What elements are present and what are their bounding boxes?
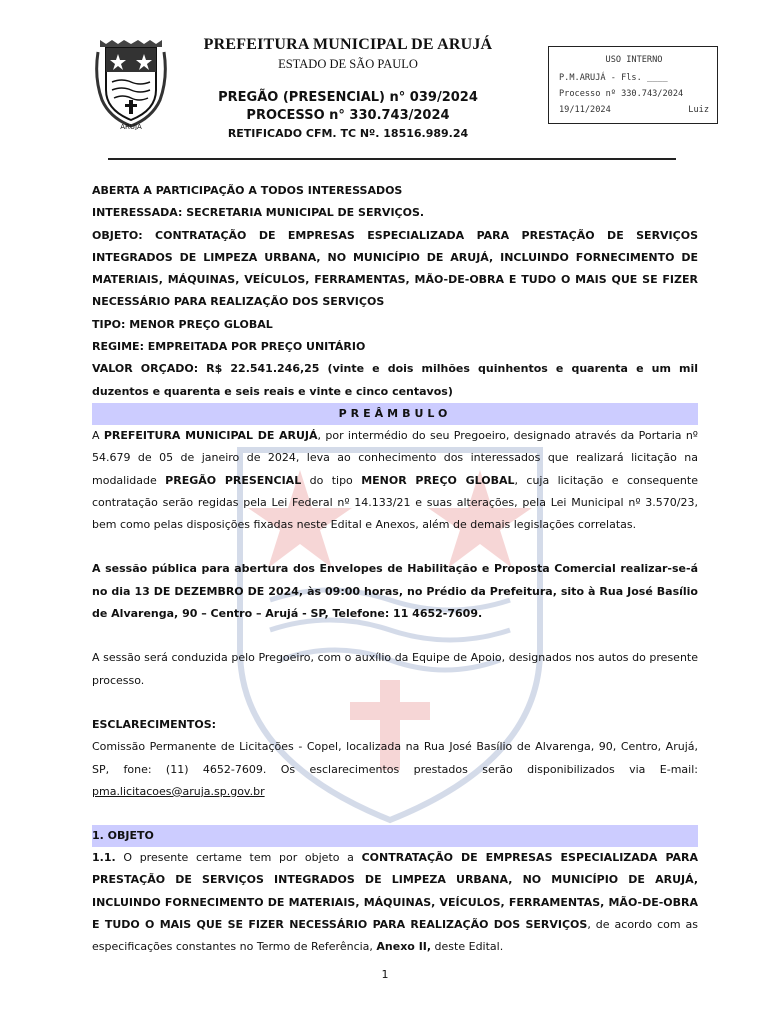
retificado-line: RETIFICADO CFM. TC Nº. 18516.989.24	[227, 127, 469, 140]
esclarecimentos-paragraph: Comissão Permanente de Licitações - Copel, localizada na Rua José Basílio de Alvarenga, 90, Centro, Arujá, SP, fone: (11) 4652-7609. Os esclarecimentos prestados serão disponibilizados via E-mail: pma.licitacoes@aruja.sp.gov.br	[92, 740, 698, 798]
stamp-user: Luiz	[688, 105, 709, 115]
regime-line: REGIME: EMPREITADA POR PREÇO UNITÁRIO	[92, 340, 366, 354]
aberta-line: ABERTA A PARTICIPAÇÃO A TODOS INTERESSADOS	[92, 184, 403, 197]
document-body	[92, 180, 698, 959]
processo-number: PROCESSO n° 330.743/2024	[246, 108, 450, 123]
page-number: 1	[381, 968, 389, 981]
preambulo-paragraph: A PREFEITURA MUNICIPAL DE ARUJÁ, por intermédio do seu Pregoeiro, designado através da Portaria nº 54.679 de 05 de janeiro de 2024, leva ao conhecimento dos interessados que realizará licitação na modalidade PREGÃO PRESENCIAL do tipo MENOR PREÇO GLOBAL, cuja licitação e consequente contratação serão regidas pela Lei Federal nº 14.133/21 e suas alterações, pela Lei Municipal nº 3.570/23, bem como pelas disposições fixadas neste Edital e Anexos, além de demais legislações correlatas.	[92, 428, 698, 532]
pregao-title	[150, 89, 546, 125]
objeto-section-paragraph: 1.1. O presente certame tem por objeto a CONTRATAÇÃO DE EMPRESAS ESPECIALIZADA PARA PRESTAÇÃO DE SERVIÇOS INTEGRADOS DE LIMPEZA URBANA, NO MUNICÍPIO DE ARUJÁ, INCLUINDO FORNECIMENTO DE MATERIAIS, MÁQUINAS, VEÍCULOS, FERRAMENTAS, MÃO-DE-OBRA E TUDO O MAIS QUE SE FIZER NECESSÁRIO PARA REALIZAÇÃO DOS SERVIÇOS, de acordo com as especificações constantes no Termo de Referência, Anexo II, deste Edital.	[92, 851, 699, 954]
stamp-date-row	[559, 105, 709, 115]
objeto-section-heading: 1. OBJETO	[92, 825, 698, 847]
contact-email-link[interactable]: pma.licitacoes@aruja.sp.gov.br	[92, 784, 265, 798]
internal-use-stamp	[548, 46, 718, 124]
state-name: ESTADO DE SÃO PAULO	[278, 57, 418, 71]
stamp-title: USO INTERNO	[605, 55, 663, 65]
stamp-processo: Processo nº 330.743/2024	[559, 89, 684, 99]
svg-text:ARUJÁ: ARUJÁ	[120, 123, 142, 130]
conduzida-paragraph: A sessão será conduzida pelo Pregoeiro, com o auxílio da Equipe de Apoio, designados nos autos do presente processo.	[92, 651, 698, 687]
pregao-number: PREGÃO (PRESENCIAL) n° 039/2024	[218, 90, 478, 105]
stamp-date: 19/11/2024	[559, 105, 611, 115]
valor-line: VALOR ORÇADO: R$ 22.541.246,25 (vinte e dois milhões quinhentos e quarenta e um mil duzentos e quarenta e seis reais e vinte e cinco centavos)	[92, 362, 698, 398]
esclarecimentos-heading: ESCLARECIMENTOS:	[92, 717, 217, 731]
tipo-line: TIPO: MENOR PREÇO GLOBAL	[92, 317, 273, 331]
municipality-title: PREFEITURA MUNICIPAL DE ARUJÁ	[203, 36, 493, 53]
header-divider	[108, 158, 676, 160]
stamp-fls: P.M.ARUJÁ - Fls. ____	[559, 73, 668, 83]
preambulo-heading: PREÂMBULO	[92, 403, 698, 425]
objeto-line: OBJETO: CONTRATAÇÃO DE EMPRESAS ESPECIALIZADA PARA PRESTAÇÃO DE SERVIÇOS INTEGRADOS DE LIMPEZA URBANA, NO MUNICÍPIO DE ARUJÁ, INCLUINDO FORNECIMENTO DE MATERIAIS, MÁQUINAS, VEÍCULOS, FERRAMENTAS, MÃO-DE-OBRA E TUDO O MAIS QUE SE FIZER NECESSÁRIO PARA REALIZAÇÃO DOS SERVIÇOS	[92, 228, 698, 309]
sessao-paragraph: A sessão pública para abertura dos Envelopes de Habilitação e Proposta Comercial realizar-se-á no dia 13 DE DEZEMBRO DE 2024, às 09:00 horas, no Prédio da Prefeitura, sito à Rua José Basílio de Alvarenga, 90 – Centro – Arujá - SP, Telefone: 11 4652-7609.	[92, 562, 698, 621]
interessada-line: INTERESSADA: SECRETARIA MUNICIPAL DE SERVIÇOS.	[92, 206, 425, 220]
